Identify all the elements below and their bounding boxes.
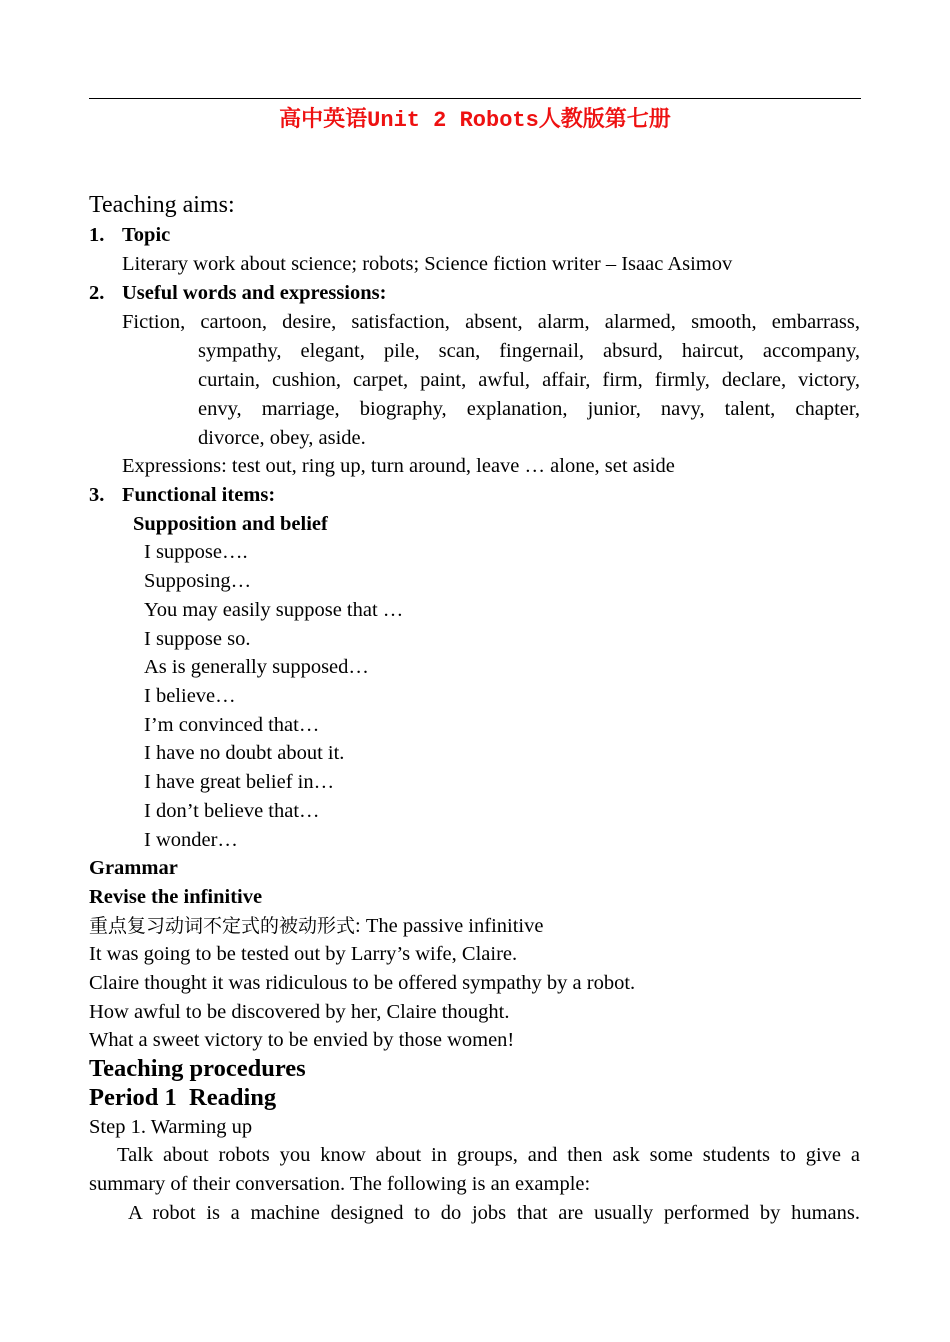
section-number: 1. [89,224,105,246]
paragraph-line: A robot is a machine designed to do jobs that are usually performed by humans. [128,1202,860,1224]
topic-text: Literary work about science; robots; Science fiction writer – Isaac Asimov [122,253,733,275]
grammar-example: What a sweet victory to be envied by those women! [89,1029,515,1051]
section-title: Functional items: [122,484,276,506]
section-number: 3. [89,484,105,506]
functional-item: I believe… [144,685,236,707]
functional-item: I wonder… [144,829,238,851]
functional-item: I suppose…. [144,541,248,563]
functional-item: I don’t believe that… [144,800,320,822]
grammar-intro-chinese: 重点复习动词不定式的被动形式 [89,915,356,937]
teaching-aims-heading: Teaching aims: [89,192,235,218]
functional-item: I have great belief in… [144,771,335,793]
words-line: curtain, cushion, carpet, paint, awful, affair, firm, firmly, declare, victory, [198,369,860,391]
expressions-line: Expressions: test out, ring up, turn around, leave … alone, set aside [122,455,675,477]
procedures-heading: Teaching procedures [89,1055,306,1082]
section-words-heading [89,279,386,308]
functional-item: As is generally supposed… [144,656,369,678]
functional-item: I suppose so. [144,628,251,650]
grammar-heading: Grammar [89,857,178,879]
words-line: divorce, obey, aside. [198,427,366,449]
grammar-intro-english: : The passive infinitive [355,915,544,937]
functional-subheading: Supposition and belief [133,513,328,535]
section-number: 2. [89,282,105,304]
functional-item: Supposing… [144,570,252,592]
words-line: envy, marriage, biography, explanation, junior, navy, talent, chapter, [198,398,860,420]
grammar-example: It was going to be tested out by Larry’s wife, Claire. [89,943,518,965]
section-functional-heading [89,481,275,510]
grammar-example: Claire thought it was ridiculous to be offered sympathy by a robot. [89,972,636,994]
grammar-example: How awful to be discovered by her, Claire thought. [89,1001,510,1023]
section-title: Topic [122,224,171,246]
section-title: Useful words and expressions: [122,282,387,304]
step-heading: Step 1. Warming up [89,1116,253,1138]
words-line: sympathy, elegant, pile, scan, fingernail, absurd, haircut, accompany, [198,340,860,362]
functional-item: You may easily suppose that … [144,599,404,621]
grammar-intro [89,912,543,941]
header-rule [89,98,861,99]
functional-item: I have no doubt about it. [144,742,345,764]
paragraph-line: Talk about robots you know about in groups, and then ask some students to give a [117,1144,860,1166]
period-heading: Period 1 Reading [89,1084,277,1111]
document-title: 高中英语Unit 2 Robots人教版第七册 [279,108,671,133]
grammar-subheading: Revise the infinitive [89,886,263,908]
words-line: Fiction, cartoon, desire, satisfaction, absent, alarm, alarmed, smooth, embarrass, [122,311,860,333]
section-topic-heading [89,221,170,250]
functional-item: I’m convinced that… [144,714,320,736]
paragraph-line: summary of their conversation. The following is an example: [89,1173,591,1195]
